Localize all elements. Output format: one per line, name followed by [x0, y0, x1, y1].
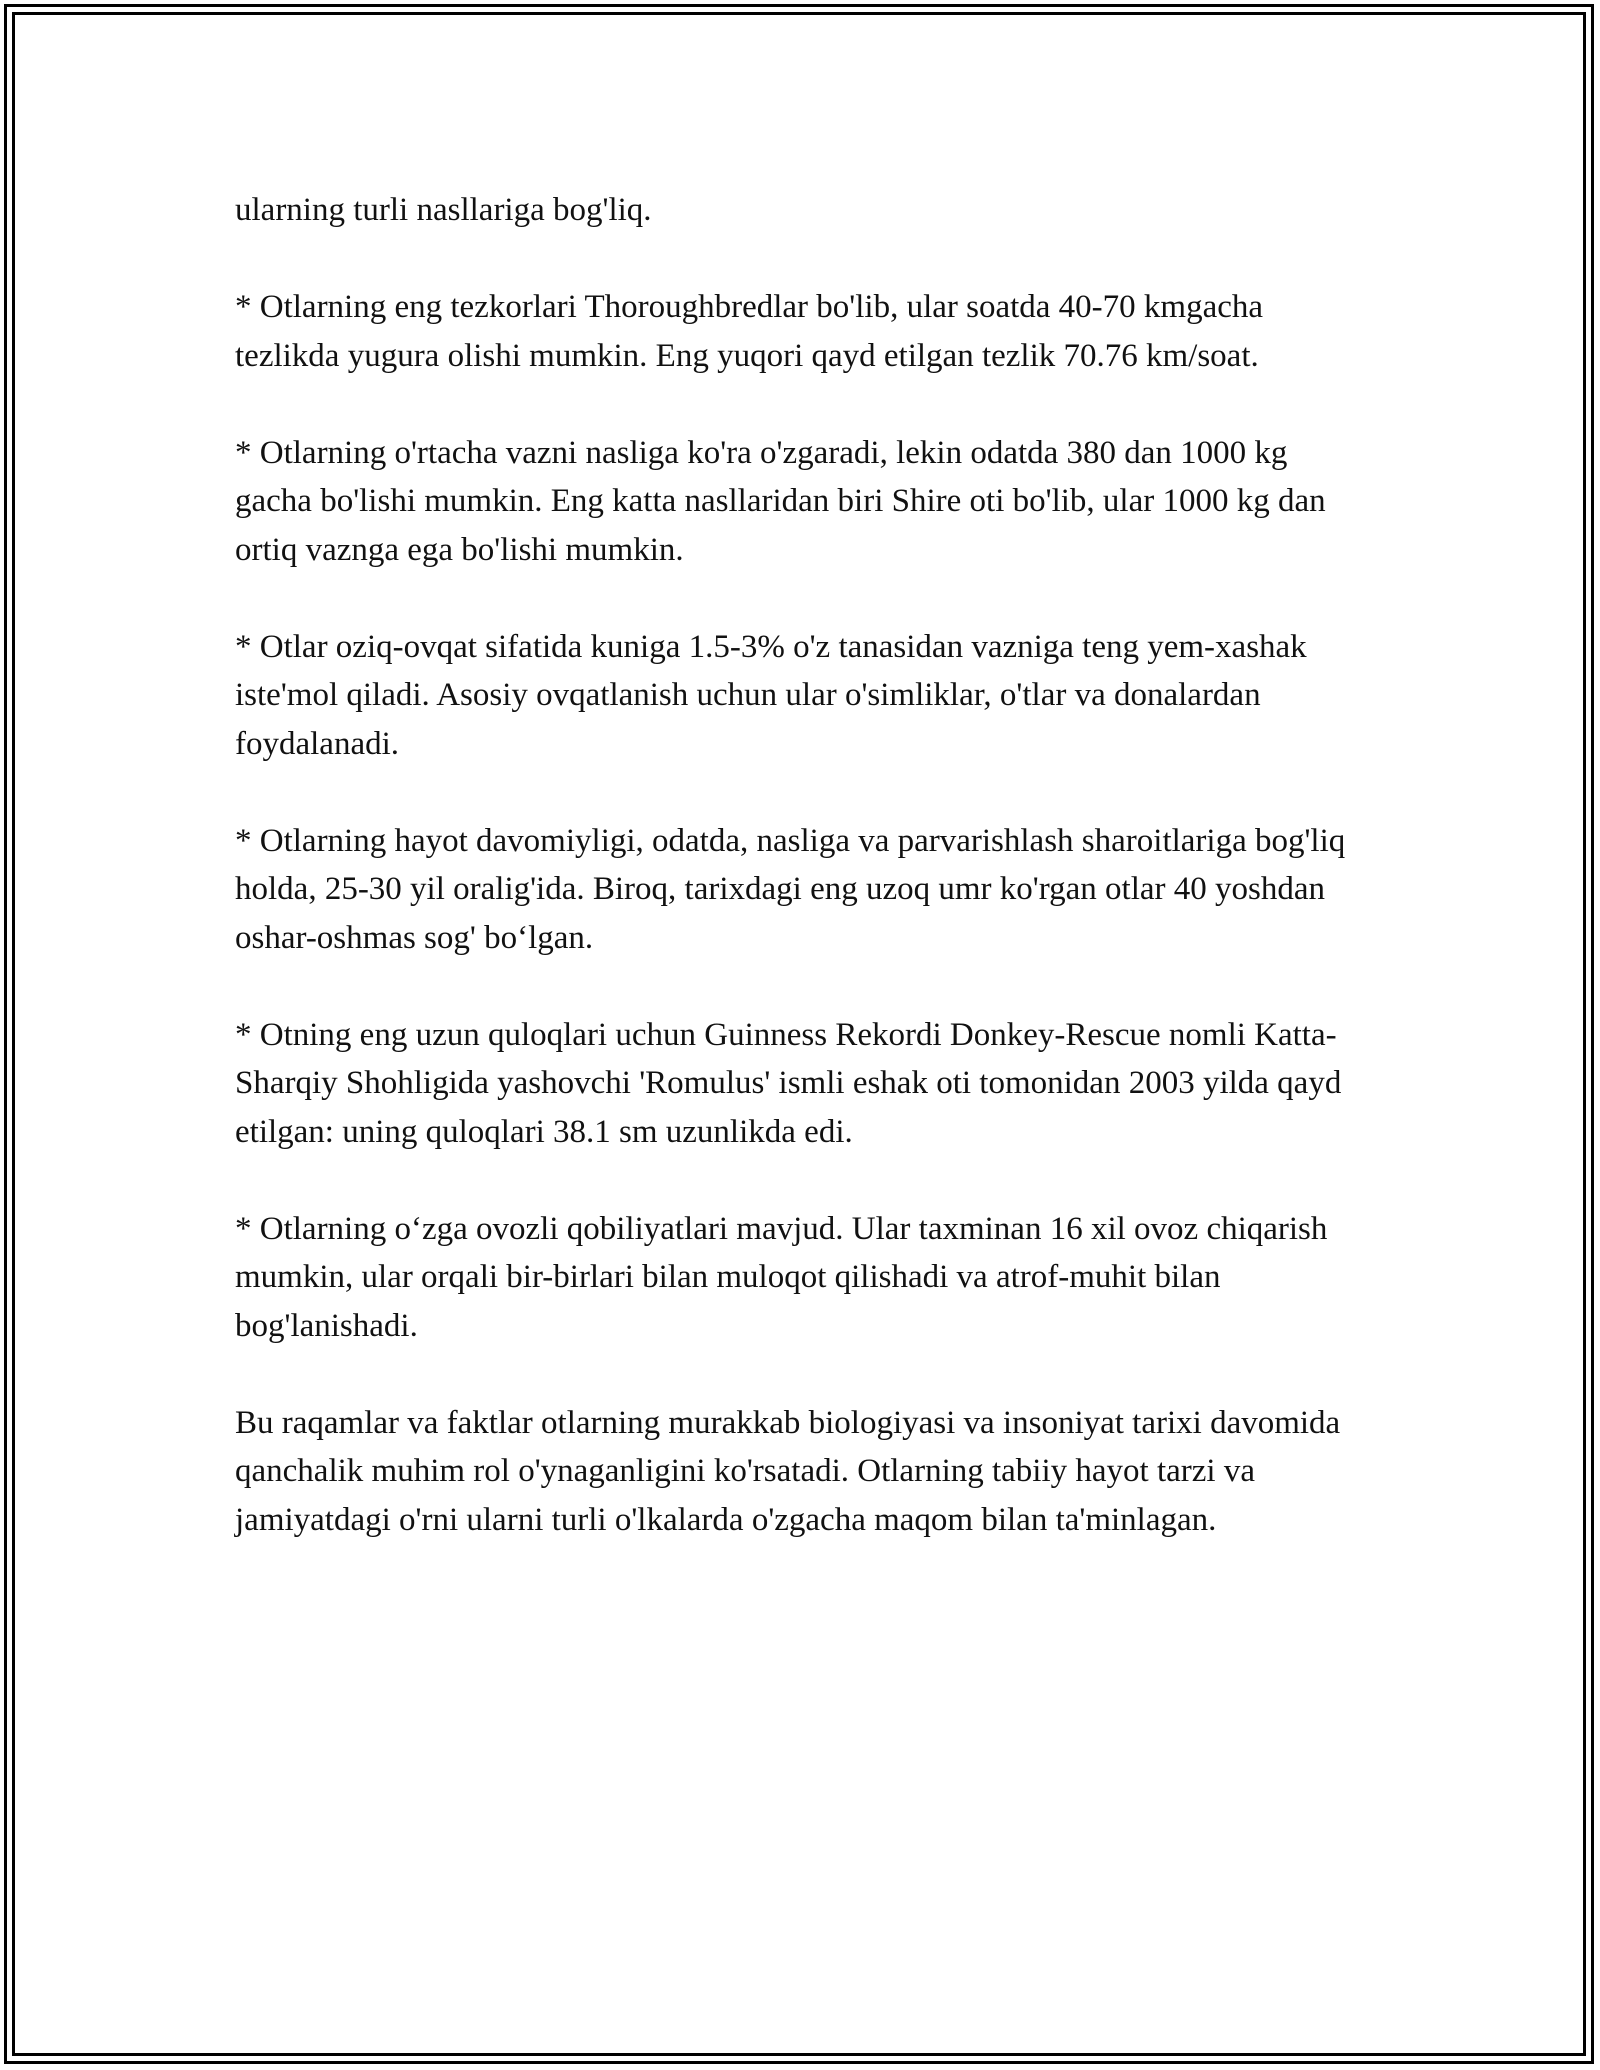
- bullet-lifespan: * Otlarning hayot davomiyligi, odatda, nasliga va parvarishlash sharoitlariga bog'liq holda, 25-30 yil oralig'ida. Biroq, tarixdagi eng uzoq umr ko'rgan otlar 40 yoshdan oshar-oshmas sog' bo‘lgan.: [235, 822, 1346, 956]
- bullet-vocal: * Otlarning o‘zga ovozli qobiliyatlari mavjud. Ular taxminan 16 xil ovoz chiqarish mumkin, ular orqali bir-birlari bilan muloqot qilishadi va atrof-muhit bilan bog'lanishadi.: [235, 1210, 1328, 1344]
- bullet-diet: * Otlar oziq-ovqat sifatida kuniga 1.5-3% o'z tanasidan vazniga teng yem-xashak iste'mol qiladi. Asosiy ovqatlanish uchun ular o'simliklar, o'tlar va donalardan foydalanadi.: [235, 628, 1307, 762]
- bullet-record-ears: * Otning eng uzun quloqlari uchun Guinness Rekordi Donkey-Rescue nomli Katta-Sharqiy Shohligida yashovchi 'Romulus' ismli eshak oti tomonidan 2003 yilda qayd etilgan: uning quloqlari 38.1 sm uzunlikda edi.: [235, 1016, 1342, 1150]
- paragraph-conclusion: Bu raqamlar va faktlar otlarning murakkab biologiyasi va insoniyat tarixi davomida qanchalik muhim rol o'ynaganligini ko'rsatadi. Otlarning tabiiy hayot tarzi va jamiyatdagi o'rni ularni turli o'lkalarda o'zgacha maqom bilan ta'minlagan.: [235, 1404, 1341, 1538]
- document-body: [235, 186, 1365, 1593]
- bullet-weight: * Otlarning o'rtacha vazni nasliga ko'ra o'zgaradi, lekin odatda 380 dan 1000 kg gacha bo'lishi mumkin. Eng katta nasllaridan biri Shire oti bo'lib, ular 1000 kg dan ortiq vaznga ega bo'lishi mumkin.: [235, 434, 1326, 568]
- paragraph-continuation: ularning turli nasllariga bog'liq.: [235, 192, 652, 228]
- bullet-speed: * Otlarning eng tezkorlari Thoroughbredlar bo'lib, ular soatda 40-70 kmgacha tezlikda yugura olishi mumkin. Eng yuqori qayd etilgan tezlik 70.76 km/soat.: [235, 289, 1264, 374]
